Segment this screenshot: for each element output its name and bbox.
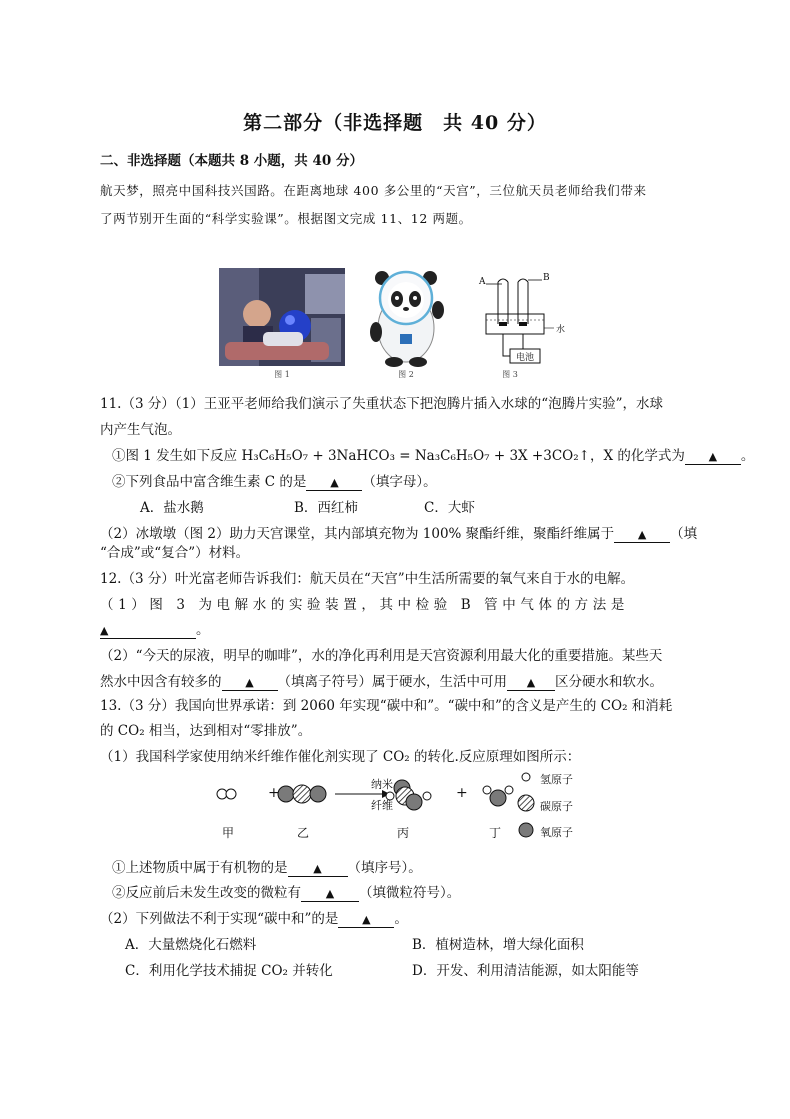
q11-option-c: C．大虾 [424, 500, 475, 516]
q13-option-c: C．利用化学技术捕捉 CO₂ 并转化 [125, 963, 333, 979]
oxygen-atom [278, 786, 294, 802]
plus-sign: + [456, 785, 468, 801]
plus-sign: + [268, 785, 280, 801]
legend-oxygen-symbol [516, 820, 536, 840]
hydrogen-atom [505, 786, 513, 794]
q11-part-2-end: （填 [670, 526, 698, 542]
figure-3-label-a: A [479, 277, 486, 287]
oxygen-atom [490, 790, 506, 806]
catalyst-label-bottom: 纤维 [371, 799, 393, 812]
q13-option-b: B．植树造林，增大绿化面积 [412, 937, 584, 953]
answer-blank[interactable]: ▲ [614, 528, 670, 543]
figure-3-label-water: 水 [556, 325, 566, 335]
legend-oxygen: 氧原子 [540, 826, 573, 839]
molecule-label-yi: 乙 [297, 826, 310, 840]
q12-part-2-text-b: （填离子符号）属于硬水，生活中可用 [277, 674, 507, 690]
intro-line-1: 航天梦，照亮中国科技兴国路。在距离地球 400 多公里的“天宫”，三位航天员老师给我们带来 [100, 183, 647, 198]
hydrogen-atom [226, 789, 236, 799]
q11-part-2-line-2: “合成”或“复合”）材料。 [100, 545, 250, 561]
q13-sub-1-text: ①上述物质中属于有机物的是 [112, 860, 288, 876]
answer-blank[interactable]: ▲ [338, 913, 394, 928]
oxygen-atom [310, 786, 326, 802]
q11-sub-2-end: （填字母）。 [362, 474, 437, 490]
q13-sub-2-end: （填微粒符号）。 [359, 885, 461, 901]
q13-sub-2 [112, 881, 460, 902]
q11-part-2-text: （2）冰墩墩（图 2）助力天宫课堂，其内部填充物为 100% 聚酯纤维，聚酯纤维属于 [100, 526, 615, 542]
q11-sub-2-text: ②下列食品中富含维生素 C 的是 [112, 474, 307, 490]
q12-part-2-line-1: （2）“今天的尿液，明早的咖啡”，水的净化再利用是天宫资源利用最大化的重要措施。某些天 [100, 648, 663, 664]
legend-carbon-symbol [518, 795, 534, 811]
q13-option-d: D．开发、利用清洁能源，如太阳能等 [412, 963, 639, 979]
q13-part-1: （1）我国科学家使用纳米纤维作催化剂实现了 CO₂ 的转化.反应原理如图所示： [100, 749, 581, 765]
answer-blank[interactable]: ▲ [100, 624, 196, 639]
answer-blank[interactable]: ▲ [685, 450, 741, 465]
section-heading: 二、非选择题（本题共 8 小题，共 40 分） [100, 153, 363, 169]
answer-blank[interactable]: ▲ [301, 887, 359, 902]
q13-option-a: A．大量燃烧化石燃料 [125, 937, 257, 953]
q13-line-1: 13.（3 分）我国向世界承诺：到 2060 年实现“碳中和”。“碳中和”的含义是产生的 CO₂ 和消耗 [100, 698, 673, 714]
q13-part-2-end: 。 [394, 911, 408, 927]
q12-line-1: 12.（3 分）叶光富老师告诉我们：航天员在“天宫”中生活所需要的氧气来自于水的电解。 [100, 571, 635, 587]
carbon-atom [293, 785, 311, 803]
legend-hydrogen: 氢原子 [540, 773, 573, 786]
q11-line-2: 内产生气泡。 [100, 422, 181, 438]
figure-3-caption: 图 3 [502, 370, 518, 379]
answer-blank[interactable]: ▲ [507, 676, 555, 691]
legend-hydrogen-symbol [522, 773, 530, 781]
q12-line-2: （1）图 3 为电解水的实验装置，其中检验 B 管中气体的方法是 [100, 597, 629, 613]
hydrogen-atom [423, 792, 431, 800]
q11-sub-1 [112, 444, 754, 465]
q11-part-2 [100, 522, 697, 543]
figure-1-photo [219, 268, 345, 366]
q12-part-2-text-a: 然水中因含有较多的 [100, 674, 222, 690]
q13-part-2-text: （2）下列做法不利于实现“碳中和”的是 [100, 911, 339, 927]
q11-option-a: A．盐水鹅 [140, 500, 204, 516]
figure-3-label-battery: 电池 [515, 353, 534, 363]
molecule-label-jia: 甲 [222, 826, 235, 840]
figure-2-caption: 图 2 [398, 370, 414, 379]
molecule-label-bing: 丙 [397, 826, 410, 840]
figure-3-label-b: B [543, 273, 550, 283]
molecule-label-ding: 丁 [489, 826, 502, 840]
intro-line-2: 了两节别开生面的“科学实验课”。根据图文完成 11、12 两题。 [100, 211, 472, 226]
q13-sub-1-end: （填序号）。 [347, 860, 422, 876]
q13-sub-1 [112, 856, 422, 877]
q11-sub-1-text: ①图 1 发生如下反应 H₃C₆H₅O₇ + 3NaHCO₃ = Na₃C₆H₅O₇ + 3X +3CO₂↑，X 的化学式为 [112, 448, 685, 464]
catalyst-label-top: 纳米 [371, 778, 393, 791]
q12-part-2-line-2 [100, 670, 663, 691]
answer-blank[interactable]: ▲ [306, 476, 362, 491]
q13-sub-2-text: ②反应前后未发生改变的微粒有 [112, 885, 301, 901]
q12-line-3-end: 。 [196, 622, 210, 638]
hydrogen-atom [483, 786, 491, 794]
q11-sub-2 [112, 470, 437, 491]
figure-1-caption: 图 1 [274, 370, 290, 379]
q13-part-2 [100, 907, 408, 928]
answer-blank[interactable]: ▲ [288, 862, 348, 877]
q12-line-3 [100, 618, 210, 639]
part-title: 第二部分（非选择题 共 40 分） [243, 112, 547, 134]
q13-line-2: 的 CO₂ 相当，达到相对“零排放”。 [100, 723, 312, 739]
q11-sub-1-end: 。 [740, 448, 755, 464]
q11-option-b: B．西红柿 [294, 500, 358, 516]
q11-line-1: 11.（3 分）（1）王亚平老师给我们演示了失重状态下把泡腾片插入水球的“泡腾片实验”，水球 [100, 396, 663, 412]
figure-2-bing-dwen-dwen [366, 266, 446, 368]
legend-carbon: 碳原子 [540, 800, 573, 813]
q12-part-2-text-c: 区分硬水和软水。 [555, 674, 663, 690]
answer-blank[interactable]: ▲ [222, 676, 278, 691]
oxygen-atom [406, 794, 422, 810]
